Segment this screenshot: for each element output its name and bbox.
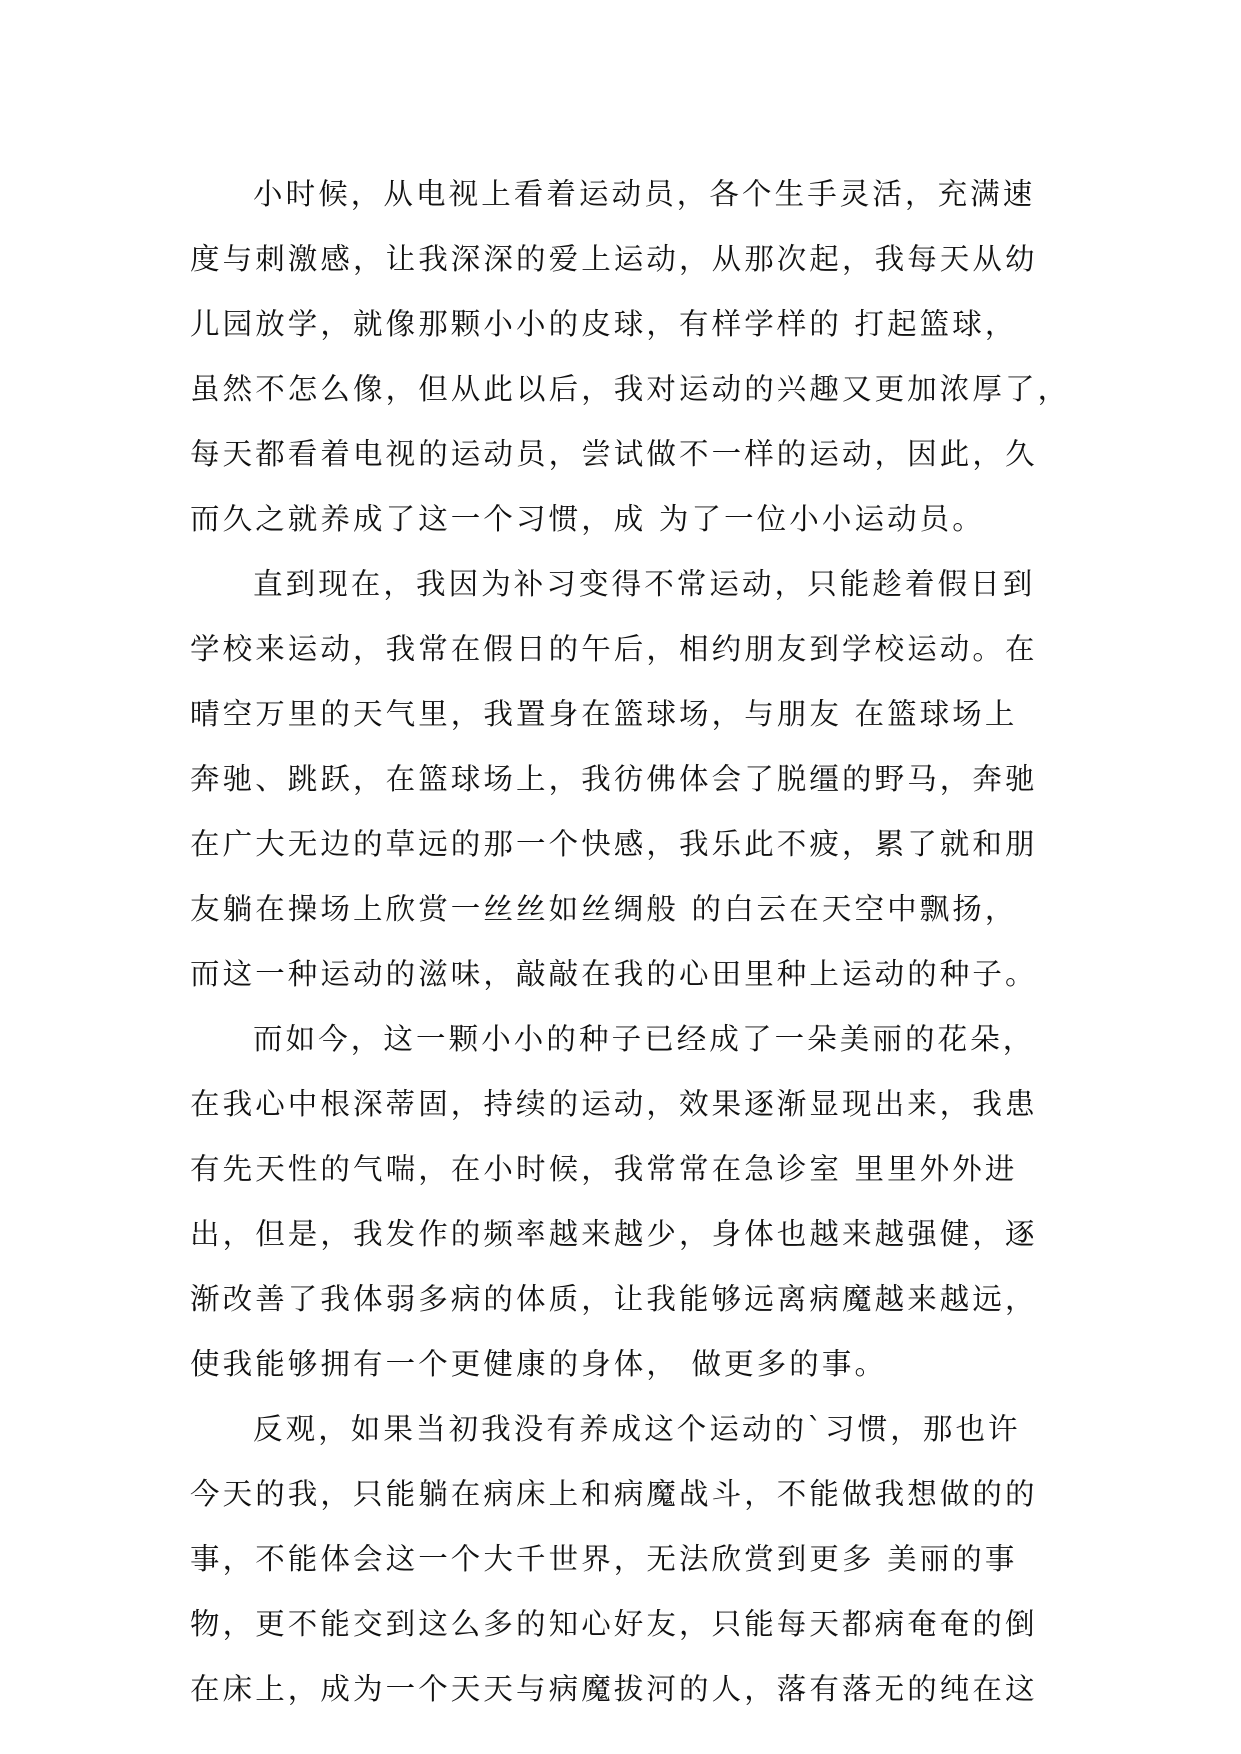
text-line: 学校来运动，我常在假日的午后，相约朋友到学校运动。在 [190,632,1038,666]
text-line: 晴空万里的天气里，我置身在篮球场，与朋友 在篮球场上 [190,697,1018,731]
text-line: 物，更不能交到这么多的知心好友，只能每天都病奄奄的倒 [190,1607,1038,1641]
text-line: 有先天性的气喘，在小时候，我常常在急诊室 里里外外进 [190,1152,1018,1186]
text-line: 而久之就养成了这一个习惯，成 为了一位小小运动员。 [190,502,985,536]
paragraph-3 [190,1007,1050,1397]
text-line: 渐改善了我体弱多病的体质，让我能够远离病魔越来越远， [190,1282,1038,1316]
text-line: 而这一种运动的滋味，敲敲在我的心田里种上运动的种子。 [190,957,1038,991]
paragraph-1 [190,162,1071,552]
text-line: 而如今，这一颗小小的种子已经成了一朵美丽的花朵， [253,1022,1036,1056]
text-line: 小时候，从电视上看着运动员，各个生手灵活，充满速 [253,177,1036,211]
text-line: 事，不能体会这一个大千世界，无法欣赏到更多 美丽的事 [190,1542,1018,1576]
paragraph-2 [190,552,1050,1007]
text-line: 在我心中根深蒂固，持续的运动，效果逐渐显现出来，我患 [190,1087,1038,1121]
text-line: 在广大无边的草远的那一个快感，我乐此不疲，累了就和朋 [190,827,1038,861]
text-line: 友躺在操场上欣赏一丝丝如丝绸般 的白云在天空中飘扬， [190,892,1018,926]
text-line: 出，但是，我发作的频率越来越少，身体也越来越强健，逐 [190,1217,1038,1251]
text-line: 在床上，成为一个天天与病魔拔河的人，落有落无的纯在这 [190,1672,1038,1706]
essay-body [190,162,1071,1722]
text-line: 虽然不怎么像，但从此以后，我对运动的兴趣又更加浓厚了， [190,372,1071,406]
paragraph-4 [190,1397,1050,1722]
text-line: 每天都看着电视的运动员，尝试做不一样的运动，因此，久 [190,437,1038,471]
text-line: 度与刺激感，让我深深的爱上运动，从那次起，我每天从幼 [190,242,1038,276]
text-line: 奔驰、跳跃，在篮球场上，我彷佛体会了脱缰的野马，奔驰 [190,762,1038,796]
text-line: 反观，如果当初我没有养成这个运动的`习惯，那也许 [253,1412,1021,1446]
text-line: 直到现在，我因为补习变得不常运动，只能趁着假日到 [253,567,1036,601]
text-line: 使我能够拥有一个更健康的身体， 做更多的事。 [190,1347,888,1381]
text-line: 儿园放学，就像那颗小小的皮球，有样学样的 打起篮球， [190,307,1018,341]
text-line: 今天的我，只能躺在病床上和病魔战斗，不能做我想做的的 [190,1477,1038,1511]
